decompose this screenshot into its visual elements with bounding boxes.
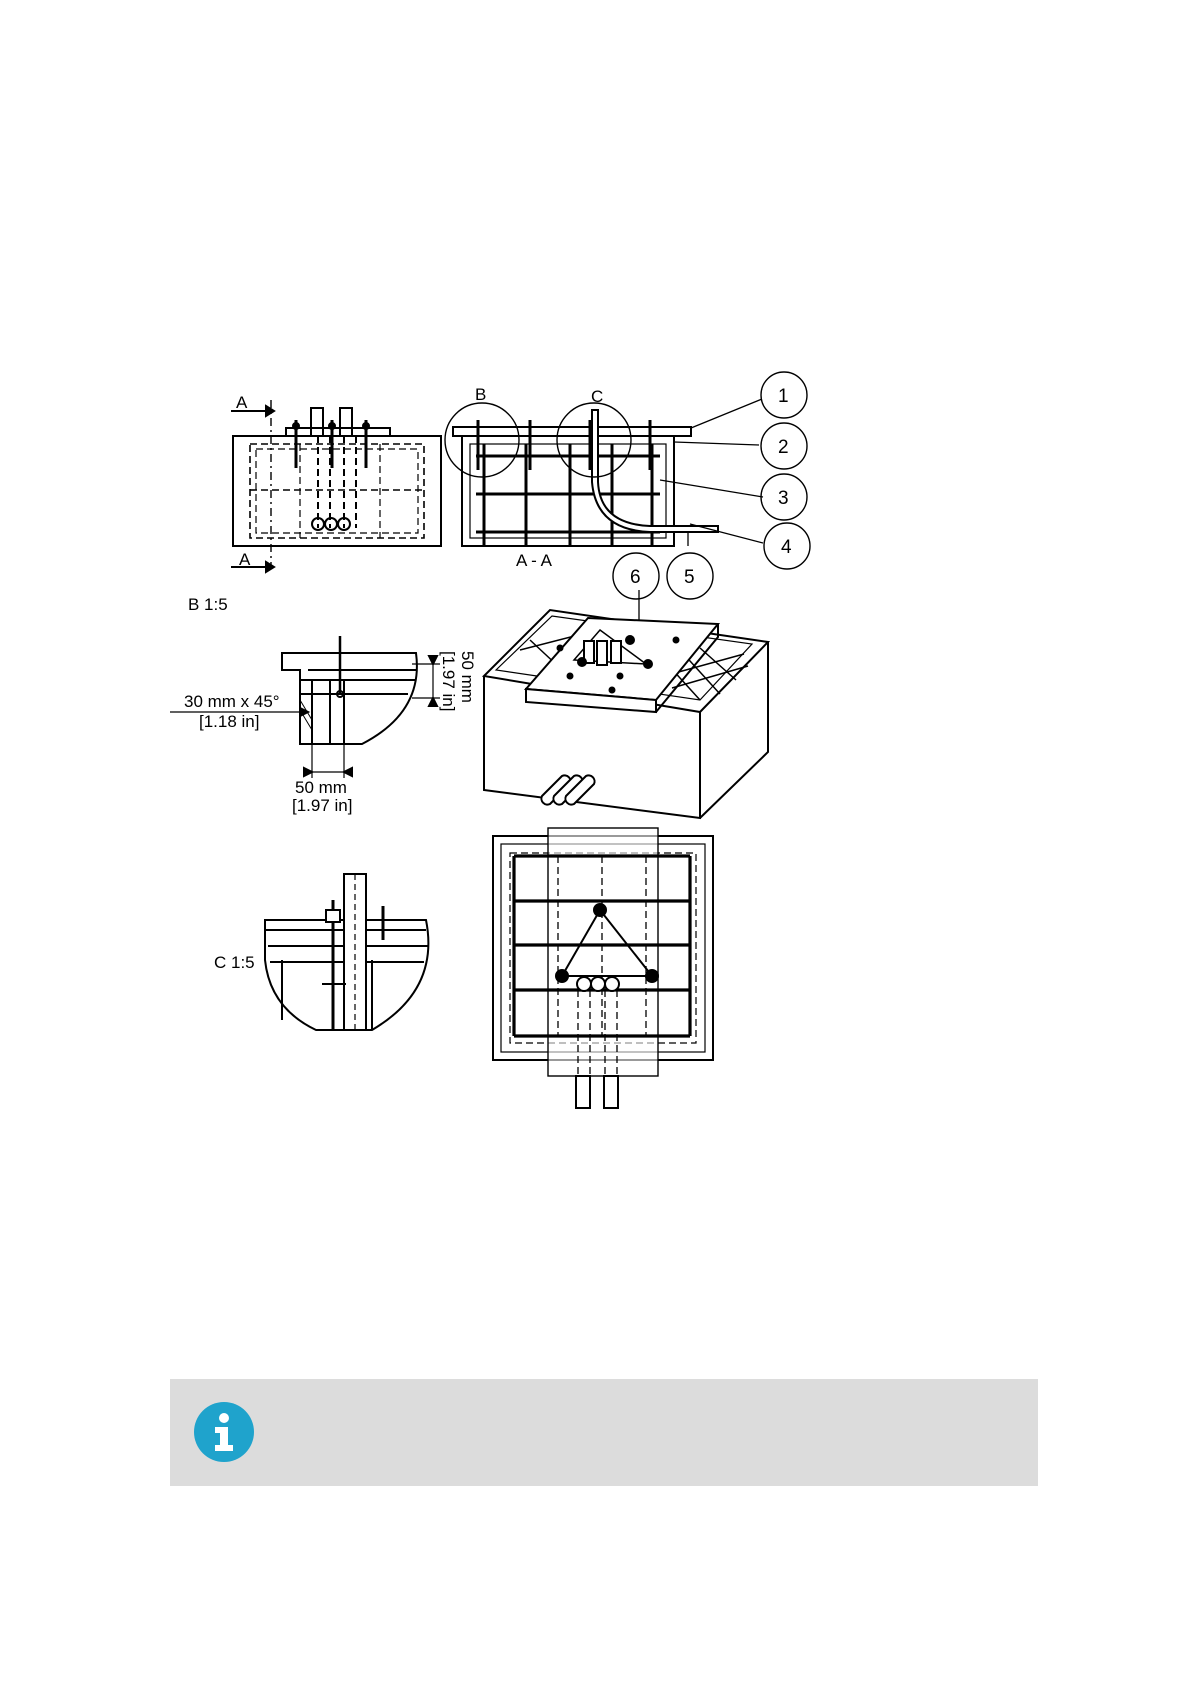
detail-c [265,874,428,1030]
detail-b-height-in: [1.97 in] [439,651,458,712]
detail-b-width-mm: 50 mm [295,778,347,797]
section-a-a [445,403,718,546]
info-icon [193,1401,255,1463]
section-title: A - A [516,551,552,570]
detail-b-chamfer-in: [1.18 in] [199,712,260,731]
callout-2: 2 [778,437,789,458]
detail-marker-b: B [475,385,487,404]
callout-3: 3 [778,488,789,509]
detail-marker-c: C [591,387,604,406]
detail-b-height-mm: 50 mm [458,651,477,703]
detail-b-title: B 1:5 [188,595,228,614]
detail-b-chamfer-mm: 30 mm x 45° [184,692,280,711]
plan-view [493,828,713,1108]
callout-5: 5 [684,567,695,588]
section-marker-a-top: A [236,393,248,412]
isometric-view [484,610,768,818]
detail-c-title: C 1:5 [214,953,255,972]
callout-6: 6 [630,567,641,588]
section-marker-a-bottom: A [239,550,251,569]
callout-4: 4 [781,537,792,558]
detail-b-width-in: [1.97 in] [292,796,353,815]
callout-1: 1 [778,386,789,407]
front-view [231,400,441,572]
note-box [170,1379,1038,1486]
